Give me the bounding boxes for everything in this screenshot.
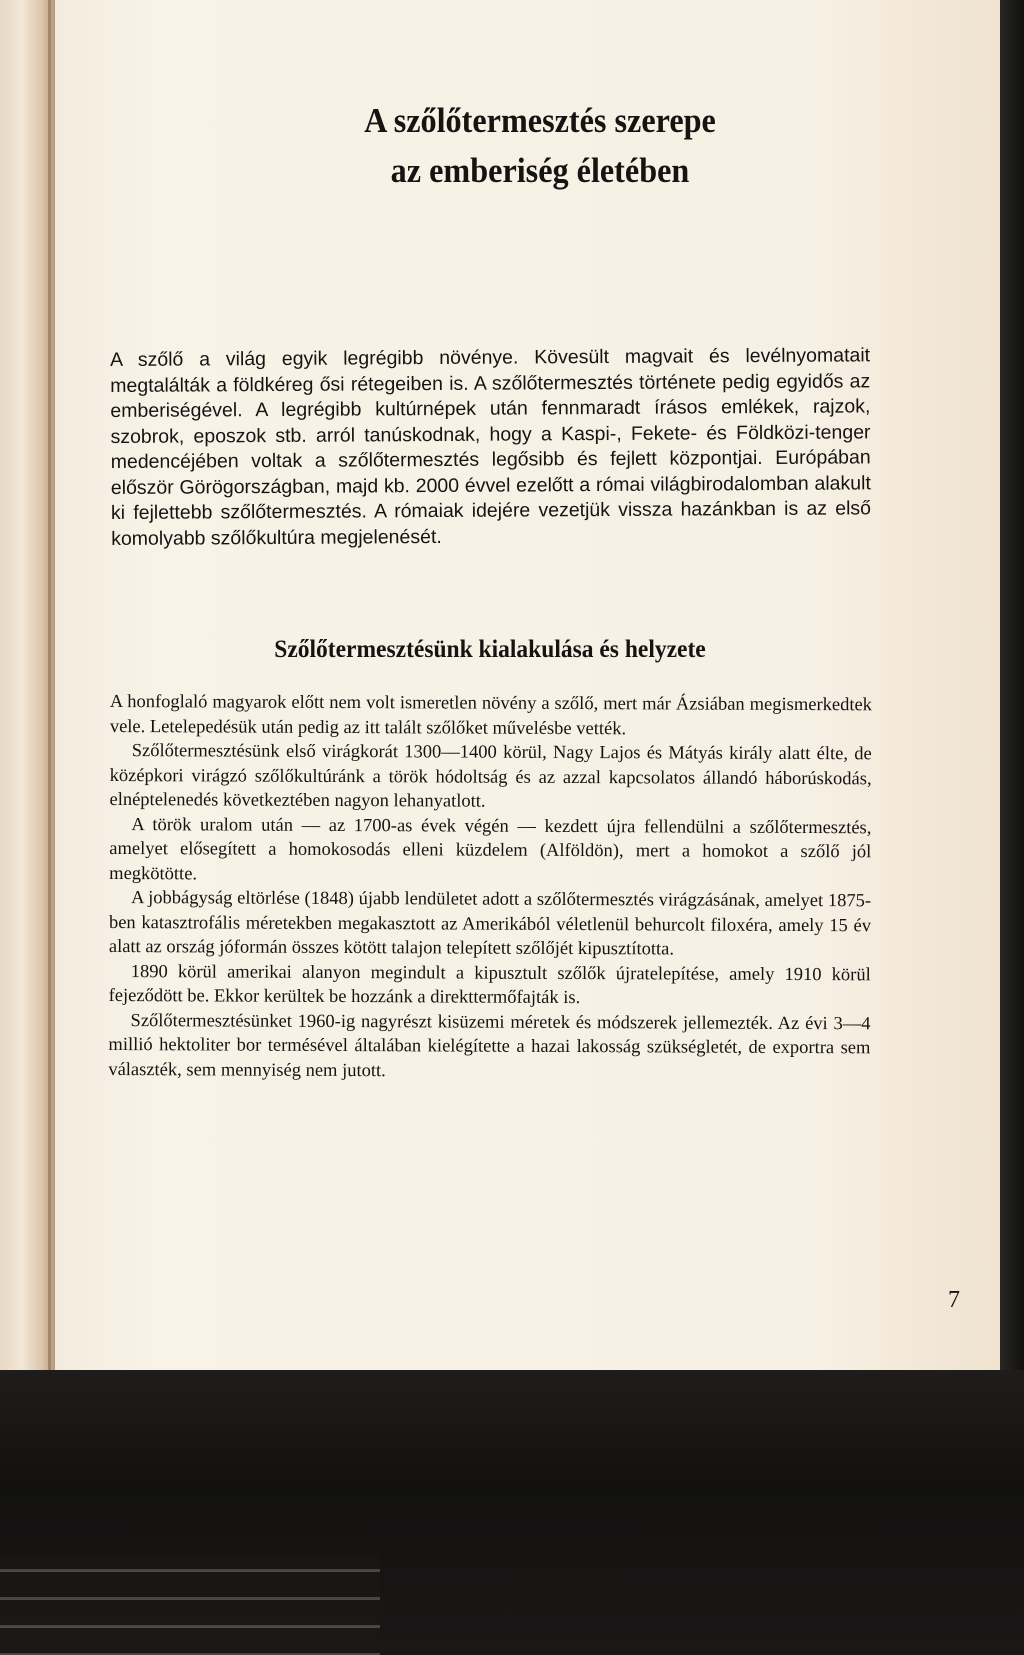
- section-body: [108, 690, 872, 1085]
- intro-paragraph: A szőlő a világ egyik legrégibb növénye. Kövesült magvait és levélnyomatait megtalálták a földkéreg ősi rétegeiben is. A szőlőtermesztés története pedig egyidős az emberiségével. A legrégibb kultúrnépek után fennmaradt írásos emlékek, rajzok, szobrok, eposzok stb. arról tanúskodnak, hogy a Kaspi-, Fekete- és Földközi-tenger medencéjében voltak a szőlőtermesztés legősibb és fejlett központjai. Európában először Görögországban, majd kb. 2000 évvel ezelőtt a római világbirodalomban alakult ki fejlettebb szőlőtermesztés. A rómaiak idejére vezetjük vissza hazánkban is az első komolyabb szőlőkultúra megjelenését.: [110, 344, 872, 550]
- paper-page: [55, 0, 1000, 1370]
- chapter-title-line-2: az emberiség életében: [390, 151, 690, 190]
- paragraph-2: Szőlőtermesztésünk első virágkorát 1300—1400 körül, Nagy Lajos és Mátyás király alatt élte, de középkori virágzó szőlőkultúránk a török hódoltság és az azzal kapcsolatos állandó háborúskodás, elnéptelenedés következtében nagyon lehanyatlott.: [109, 741, 872, 812]
- paragraph-3: A török uralom után — az 1700-as évek végén — kezdett újra fellendülni a szőlőtermesztés, amelyet elősegített a homokosodás elleni küzdelem (Alföldön), mert a homokot a szőlő jól megkötötte.: [109, 814, 872, 884]
- paragraph-5: 1890 körül amerikai alanyon megindult a kipusztult szőlők újratelepítése, amely 1910 körül fejeződött be. Ekkor kerültek be hozzánk a direkttermőfajták is.: [108, 961, 871, 1009]
- paragraph-6: Szőlőtermesztésünket 1960-ig nagyrészt kisüzemi méretek és módszerek jellemezték. Az évi 3—4 millió hektoliter bor termésével általában kielégítette a hazai lakosság szükségletét, de exportra sem választék, sem mennyiség nem jutott.: [108, 1010, 871, 1081]
- chapter-title-line-1: A szőlőtermesztés szerepe: [364, 101, 716, 140]
- chapter-title: [282, 96, 797, 196]
- page-number: 7: [948, 1287, 960, 1313]
- book-spine-edge: [0, 0, 55, 1380]
- right-shadow: [1000, 0, 1024, 1380]
- paragraph-4: A jobbágyság eltörlése (1848) újabb lendületet adott a szőlőtermesztés virágzásának, amelyet 1875-ben katasztrofális méretekben megakasztott az Amerikából véletlenül behurcolt filoxéra, amely 15 év alatt az ország jóformán összes kötött talajon telepített szőlőjét kipusztította.: [108, 888, 872, 960]
- section-title: Szőlőtermesztésünk kialakulása és helyzete: [274, 636, 706, 663]
- paragraph-1: A honfoglaló magyarok előtt nem volt ismeretlen növény a szőlő, mert már Ázsiában megismerkedtek vele. Letelepedésük után pedig az itt talált szőlőket művelésbe vették.: [109, 692, 872, 739]
- page-stack-edge: [0, 1555, 380, 1655]
